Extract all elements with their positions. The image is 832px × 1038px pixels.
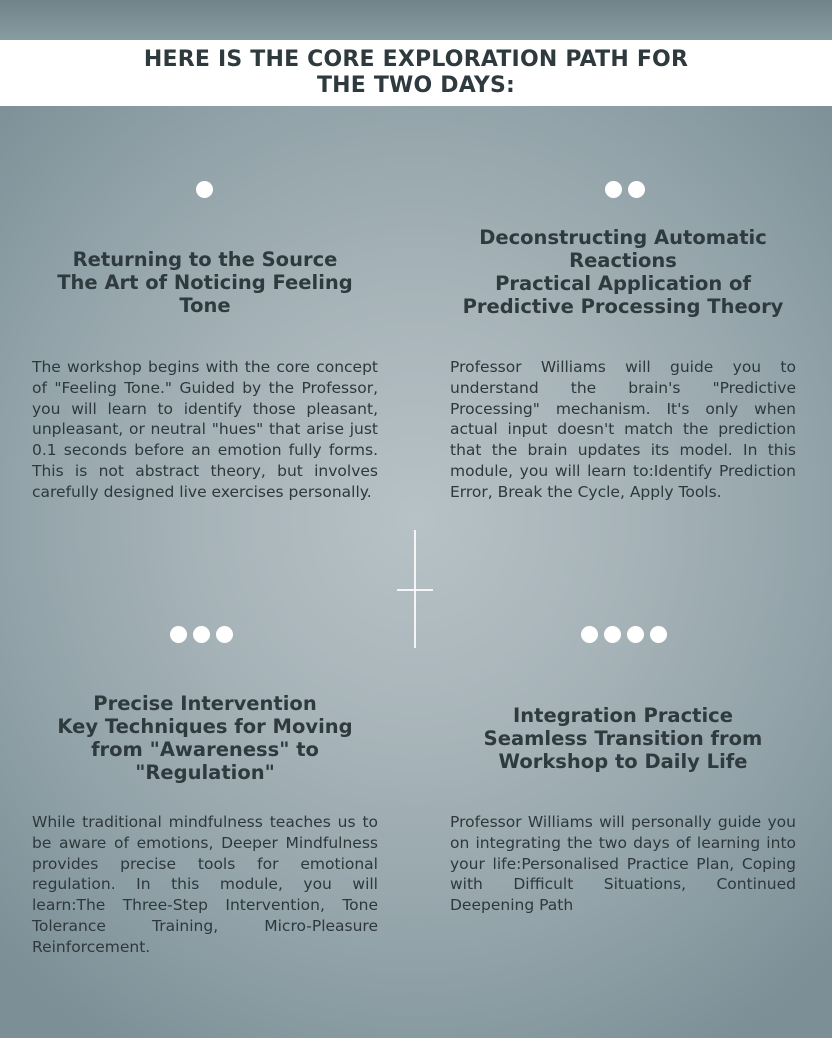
dot-icon [627, 626, 644, 643]
section-2-body: Professor Williams will guide you to understand the brain's "Predictive Processing" mechanism. It's only when actual input doesn't match the prediction that the brain updates its model. In this module, you will learn to:Identify Prediction Error, Break the Cycle, Apply Tools. [450, 358, 796, 501]
section-1-title-line-3: Tone [179, 294, 231, 317]
section-3-title-line-1: Precise Intervention [93, 692, 317, 715]
section-3-title [32, 692, 378, 784]
section-1-title [32, 248, 378, 317]
dot-icon [216, 626, 233, 643]
section-4-title [450, 704, 796, 773]
section-4-body: Professor Williams will personally guide you on integrating the two days of learning into your life:Personalised Practice Plan, Coping with Difficult Situations, Continued Deepening Path [450, 813, 796, 915]
dot-icon [170, 626, 187, 643]
section-3-body: While traditional mindfulness teaches us to be aware of emotions, Deeper Mindfulness provides precise tools for emotional regulation. In this module, you will learn:The Three-Step Intervention, Tone Tolerance Training, Micro-Pleasure Reinforcement. [32, 813, 378, 956]
section-3-title-line-3: from "Awareness" to [91, 738, 319, 761]
section-3-title-line-4: "Regulation" [135, 761, 275, 784]
dot-icon [650, 626, 667, 643]
section-2-title-line-3: Practical Application of [495, 272, 751, 295]
dot-icon [605, 181, 622, 198]
section-1-title-line-2: The Art of Noticing Feeling [57, 271, 353, 294]
section-1-body: The workshop begins with the core concept of "Feeling Tone." Guided by the Professor, you will learn to identify those pleasant, unpleasant, or neutral "hues" that arise just 0.1 seconds before an emotion fully forms. This is not abstract theory, but involves carefully designed live exercises personally. [32, 358, 378, 501]
section-3-dots [170, 626, 233, 643]
header-bar [0, 40, 832, 106]
section-4-title-line-2: Seamless Transition from [483, 727, 763, 750]
dot-icon [628, 181, 645, 198]
section-1-dots [196, 181, 213, 198]
section-1-title-line-1: Returning to the Source [72, 248, 338, 271]
dot-icon [196, 181, 213, 198]
section-2-dots [605, 181, 645, 198]
page-title: HERE IS THE CORE EXPLORATION PATH FOR THE TWO DAYS: [143, 47, 689, 98]
top-background-band [0, 0, 832, 40]
section-4-title-line-3: Workshop to Daily Life [498, 750, 748, 773]
divider-horizontal-line [397, 589, 433, 591]
dot-icon [604, 626, 621, 643]
dot-icon [193, 626, 210, 643]
section-2-title [450, 226, 796, 318]
dot-icon [581, 626, 598, 643]
section-2-title-line-2: Reactions [569, 249, 677, 272]
section-2-title-line-1: Deconstructing Automatic [479, 226, 767, 249]
section-2-title-line-4: Predictive Processing Theory [462, 295, 784, 318]
section-3-title-line-2: Key Techniques for Moving [57, 715, 353, 738]
section-4-title-line-1: Integration Practice [513, 704, 733, 727]
section-4-dots [581, 626, 667, 643]
